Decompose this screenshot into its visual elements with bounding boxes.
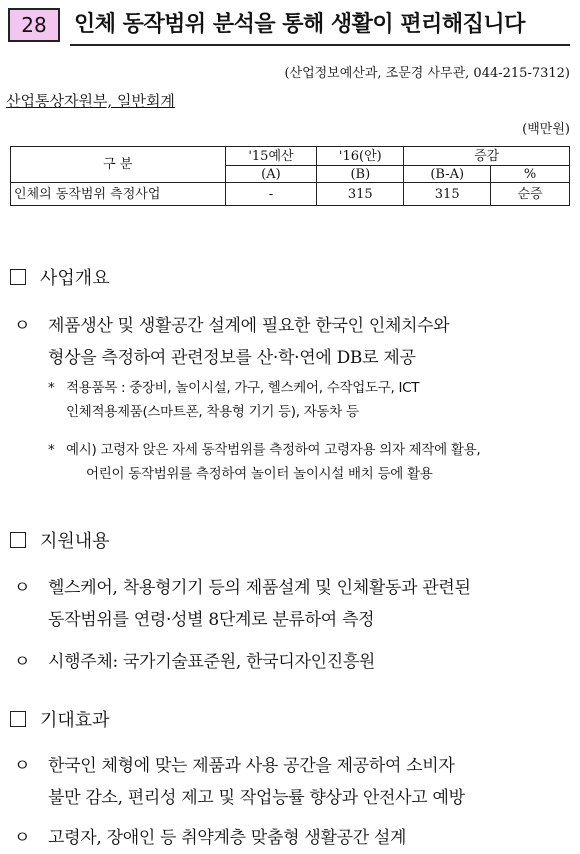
row-2015: -	[225, 183, 317, 206]
bullet-circle-icon: ㅇ	[14, 756, 31, 776]
checkbox-square-icon	[10, 269, 26, 285]
header-category: 구 분	[11, 147, 226, 183]
title-underline	[70, 44, 570, 46]
list-item	[14, 572, 570, 636]
header-2016-sub: (B)	[317, 166, 404, 183]
note-item	[48, 376, 570, 424]
ministry-label: 산업통상자원부, 일반회계	[6, 92, 175, 110]
row-diff: 315	[404, 183, 491, 206]
bullet-text: 고령자, 장애인 등 취약계층 맞춤형 생활공간 설계	[48, 828, 407, 848]
budget-table	[10, 146, 570, 206]
bullet-text: 형상을 측정하여 관련정보를 산·학·연에 DB로 제공	[48, 348, 416, 368]
row-pct: 순증	[491, 183, 570, 206]
checkbox-square-icon	[10, 532, 26, 548]
header-diff: 증감	[404, 147, 570, 166]
bullet-circle-icon: ㅇ	[14, 652, 31, 672]
note-text: 어린이 동작범위를 측정하여 놀이터 놀이시설 배치 등에 활용	[86, 466, 433, 482]
bullet-text: 시행주체: 국가기술표준원, 한국디자인진흥원	[48, 652, 376, 672]
row-2016: 315	[317, 183, 404, 206]
bullet-circle-icon: ㅇ	[14, 578, 31, 598]
list-item	[14, 822, 570, 854]
header-pct: %	[491, 166, 570, 183]
section-title: 사업개요	[40, 268, 110, 289]
header-2015-sub: (A)	[225, 166, 317, 183]
item-number-badge: 28	[8, 8, 60, 42]
section-heading-support	[10, 527, 110, 553]
note-text: 예시) 고령자 앉은 자세 동작범위를 측정하여 고령자용 의자 제작에 활용,	[66, 442, 481, 458]
table-row	[11, 183, 570, 206]
bullet-text: 동작범위를 연령·성별 8단계로 분류하여 측정	[48, 610, 375, 630]
page-title: 인체 동작범위 분석을 통해 생활이 편리해집니다	[74, 12, 525, 37]
list-item	[14, 750, 570, 814]
note-item	[48, 438, 570, 486]
list-item	[14, 646, 570, 678]
checkbox-square-icon	[10, 711, 26, 727]
bullet-text: 불만 감소, 편리성 제고 및 작업능률 향상과 안전사고 예방	[48, 788, 465, 808]
header-2016: '16(안)	[317, 147, 404, 166]
section-title: 지원내용	[40, 531, 110, 552]
header-2015: '15예산	[225, 147, 317, 166]
bullet-text: 제품생산 및 생활공간 설계에 필요한 한국인 인체치수와	[48, 316, 450, 336]
asterisk-icon: *	[48, 380, 55, 396]
list-item	[14, 310, 570, 374]
bullet-text: 헬스케어, 착용형기기 등의 제품설계 및 인체활동과 관련된	[48, 578, 471, 598]
bullet-circle-icon: ㅇ	[14, 828, 31, 848]
unit-label: (백만원)	[522, 122, 570, 137]
section-heading-effects	[10, 706, 110, 732]
note-text: 적용품목 : 중장비, 놀이시설, 가구, 헬스케어, 수작업도구, ICT	[66, 380, 420, 396]
row-name: 인체의 동작범위 측정사업	[11, 183, 226, 206]
contact-info: (산업정보예산과, 조문경 사무관, 044-215-7312)	[284, 66, 570, 81]
asterisk-icon: *	[48, 442, 55, 458]
bullet-circle-icon: ㅇ	[14, 316, 31, 336]
section-title: 기대효과	[40, 710, 110, 731]
bullet-text: 한국인 체형에 맞는 제품과 사용 공간을 제공하여 소비자	[48, 756, 455, 776]
section-heading-overview	[10, 264, 110, 290]
header-diff-sub: (B-A)	[404, 166, 491, 183]
title-bar	[8, 8, 568, 46]
note-text: 인체적용제품(스마트폰, 착용형 기기 등), 자동차 등	[66, 404, 359, 420]
